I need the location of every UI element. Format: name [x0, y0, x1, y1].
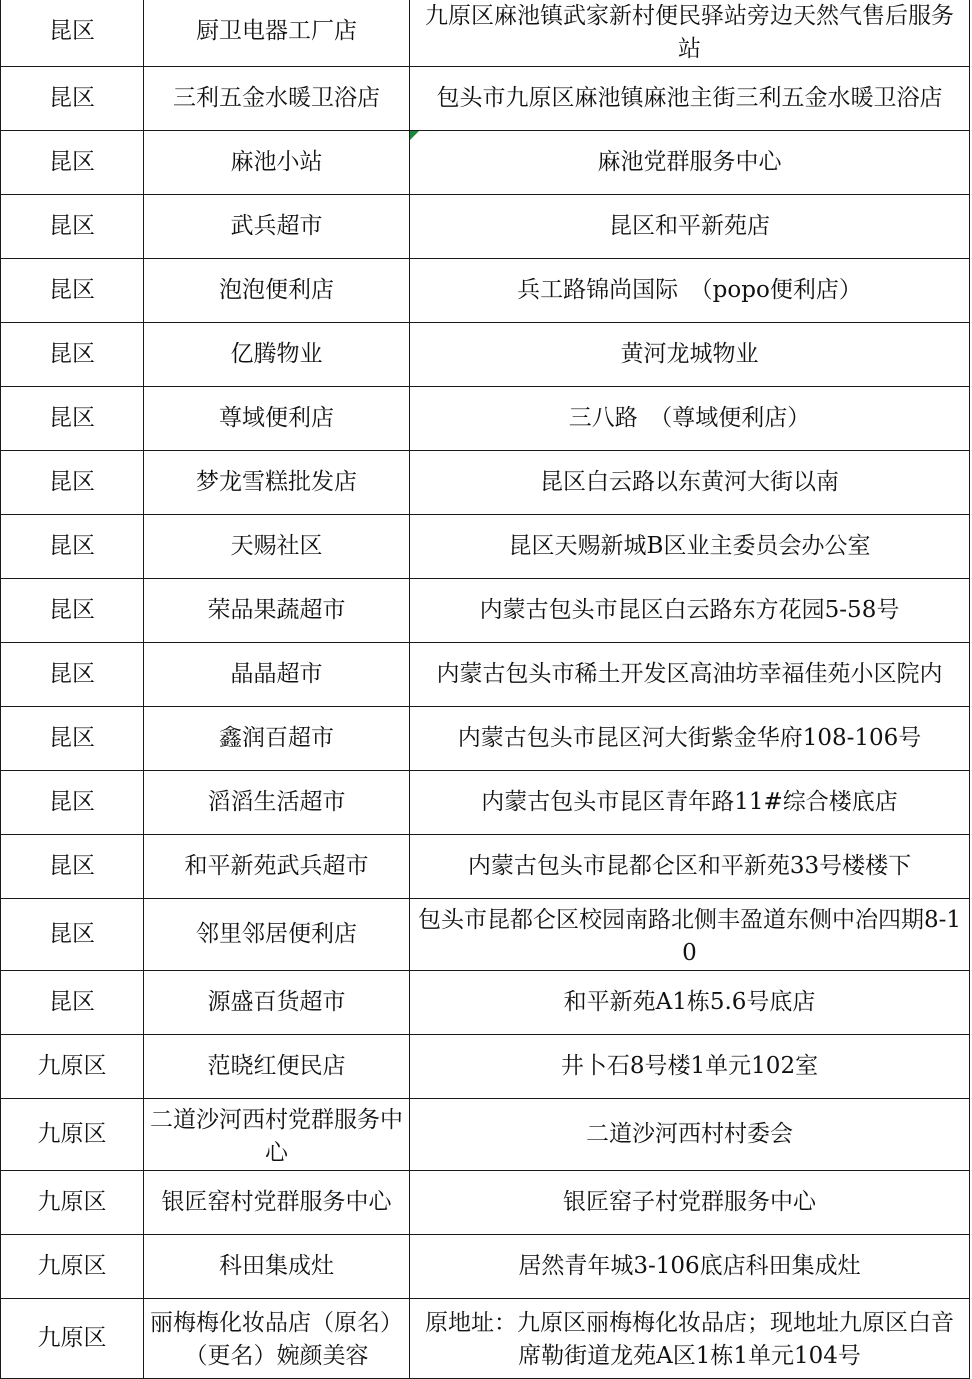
store-cell[interactable]	[144, 643, 410, 707]
address-text: 和平新苑A1栋5.6号底店	[563, 989, 816, 1015]
table-row	[1, 643, 970, 707]
district-text: 昆区	[49, 789, 95, 815]
store-cell[interactable]	[144, 579, 410, 643]
district-cell[interactable]	[1, 899, 144, 971]
store-cell[interactable]	[144, 1171, 410, 1235]
store-cell[interactable]	[144, 1099, 410, 1171]
district-text: 昆区	[49, 989, 95, 1015]
address-cell[interactable]	[410, 899, 970, 971]
address-cell[interactable]	[410, 451, 970, 515]
table-row	[1, 195, 970, 259]
district-cell[interactable]	[1, 1235, 144, 1299]
address-text: 居然青年城3-106底店科田集成灶	[518, 1253, 861, 1279]
district-cell[interactable]	[1, 451, 144, 515]
district-text: 昆区	[49, 149, 95, 175]
district-text: 昆区	[49, 405, 95, 431]
store-cell[interactable]	[144, 1299, 410, 1379]
district-cell[interactable]	[1, 1299, 144, 1379]
district-cell[interactable]	[1, 1171, 144, 1235]
address-cell[interactable]	[410, 835, 970, 899]
address-text: 二道沙河西村村委会	[586, 1121, 793, 1147]
district-cell[interactable]	[1, 971, 144, 1035]
store-cell[interactable]	[144, 67, 410, 131]
address-text: 内蒙古包头市稀土开发区高油坊幸福佳苑小区院内	[436, 661, 943, 687]
table-row	[1, 771, 970, 835]
address-text: 昆区白云路以东黄河大街以南	[540, 469, 839, 495]
store-cell[interactable]	[144, 387, 410, 451]
district-text: 九原区	[37, 1121, 107, 1147]
table-row	[1, 451, 970, 515]
district-cell[interactable]	[1, 323, 144, 387]
store-cell[interactable]	[144, 131, 410, 195]
table-row	[1, 1235, 970, 1299]
table-row	[1, 1171, 970, 1235]
district-text: 昆区	[49, 853, 95, 879]
address-cell[interactable]	[410, 0, 970, 67]
store-cell[interactable]	[144, 835, 410, 899]
store-text: 泡泡便利店	[219, 277, 334, 303]
store-text: 银匠窑村党群服务中心	[161, 1189, 392, 1215]
district-cell[interactable]	[1, 1035, 144, 1099]
address-text: 九原区麻池镇武家新村便民驿站旁边天然气售后服务站	[425, 3, 954, 62]
store-cell[interactable]	[144, 0, 410, 67]
address-cell[interactable]	[410, 1099, 970, 1171]
store-cell[interactable]	[144, 195, 410, 259]
address-text: 内蒙古包头市昆区白云路东方花园5-58号	[479, 597, 900, 623]
district-text: 昆区	[49, 213, 95, 239]
address-text: 兵工路锦尚国际 （popo便利店）	[517, 277, 862, 303]
table-row	[1, 323, 970, 387]
district-cell[interactable]	[1, 1099, 144, 1171]
store-text: 尊域便利店	[219, 405, 334, 431]
address-text: 包头市九原区麻池镇麻池主街三利五金水暖卫浴店	[436, 85, 943, 111]
address-text: 包头市昆都仑区校园南路北侧丰盈道东侧中冶四期8-10	[417, 907, 962, 966]
district-cell[interactable]	[1, 195, 144, 259]
district-cell[interactable]	[1, 771, 144, 835]
cell-marker-icon	[410, 131, 419, 140]
address-text: 银匠窑子村党群服务中心	[563, 1189, 816, 1215]
store-text: 科田集成灶	[219, 1253, 334, 1279]
address-text: 三八路 （尊域便利店）	[568, 405, 811, 431]
district-text: 九原区	[37, 1325, 107, 1351]
table-row	[1, 131, 970, 195]
store-text: 鑫润百超市	[219, 725, 334, 751]
store-text: 源盛百货超市	[207, 989, 346, 1015]
district-cell[interactable]	[1, 707, 144, 771]
store-text: 麻池小站	[230, 149, 323, 175]
address-text: 黄河龙城物业	[620, 341, 759, 367]
district-text: 昆区	[49, 921, 95, 947]
address-text: 原地址：九原区丽梅梅化妆品店；现地址九原区白音席勒街道龙苑A区1栋1单元104号	[425, 1310, 954, 1369]
district-cell[interactable]	[1, 387, 144, 451]
address-cell[interactable]	[410, 387, 970, 451]
store-cell[interactable]	[144, 971, 410, 1035]
table-row	[1, 1035, 970, 1099]
table-row	[1, 707, 970, 771]
district-cell[interactable]	[1, 0, 144, 67]
address-cell[interactable]	[410, 131, 970, 195]
address-cell[interactable]	[410, 579, 970, 643]
district-cell[interactable]	[1, 67, 144, 131]
store-cell[interactable]	[144, 899, 410, 971]
table-row	[1, 971, 970, 1035]
store-cell[interactable]	[144, 259, 410, 323]
address-text: 昆区和平新苑店	[609, 213, 770, 239]
table-row	[1, 1099, 970, 1171]
table-row	[1, 835, 970, 899]
store-text: 丽梅梅化妆品店（原名）（更名）婉颜美容	[150, 1310, 403, 1369]
district-text: 九原区	[37, 1053, 107, 1079]
address-cell[interactable]	[410, 1299, 970, 1379]
district-cell[interactable]	[1, 579, 144, 643]
address-cell[interactable]	[410, 771, 970, 835]
store-text: 和平新苑武兵超市	[184, 853, 369, 879]
district-text: 昆区	[49, 277, 95, 303]
store-cell[interactable]	[144, 323, 410, 387]
district-cell[interactable]	[1, 643, 144, 707]
address-text: 内蒙古包头市昆区青年路11#综合楼底店	[481, 789, 898, 815]
address-text: 内蒙古包头市昆区河大街紫金华府108-106号	[457, 725, 922, 751]
store-cell[interactable]	[144, 1235, 410, 1299]
store-text: 二道沙河西村党群服务中心	[150, 1107, 403, 1166]
address-cell[interactable]	[410, 1235, 970, 1299]
district-text: 昆区	[49, 341, 95, 367]
district-cell[interactable]	[1, 835, 144, 899]
address-cell[interactable]	[410, 1171, 970, 1235]
address-cell[interactable]	[410, 515, 970, 579]
district-text: 昆区	[49, 661, 95, 687]
address-text: 内蒙古包头市昆都仑区和平新苑33号楼楼下	[467, 853, 912, 879]
district-text: 昆区	[49, 85, 95, 111]
address-text: 井卜石8号楼1单元102室	[560, 1053, 819, 1079]
district-text: 昆区	[49, 469, 95, 495]
address-cell[interactable]	[410, 323, 970, 387]
district-cell[interactable]	[1, 515, 144, 579]
table-row	[1, 1299, 970, 1379]
store-cell[interactable]	[144, 451, 410, 515]
table-row	[1, 515, 970, 579]
address-cell[interactable]	[410, 195, 970, 259]
table-row	[1, 0, 970, 67]
address-cell[interactable]	[410, 259, 970, 323]
address-cell[interactable]	[410, 1035, 970, 1099]
store-text: 梦龙雪糕批发店	[196, 469, 357, 495]
store-text: 晶晶超市	[230, 661, 323, 687]
address-text: 麻池党群服务中心	[597, 149, 782, 175]
store-text: 滔滔生活超市	[207, 789, 346, 815]
store-text: 厨卫电器工厂店	[196, 18, 357, 44]
district-text: 昆区	[49, 533, 95, 559]
store-text: 亿腾物业	[230, 341, 323, 367]
district-cell[interactable]	[1, 131, 144, 195]
store-text: 天赐社区	[230, 533, 323, 559]
store-text: 邻里邻居便利店	[196, 921, 357, 947]
table-row	[1, 899, 970, 971]
address-cell[interactable]	[410, 707, 970, 771]
store-cell[interactable]	[144, 515, 410, 579]
table-row	[1, 259, 970, 323]
district-cell[interactable]	[1, 259, 144, 323]
address-cell[interactable]	[410, 643, 970, 707]
store-cell[interactable]	[144, 771, 410, 835]
store-cell[interactable]	[144, 1035, 410, 1099]
address-cell[interactable]	[410, 971, 970, 1035]
district-text: 昆区	[49, 597, 95, 623]
district-text: 九原区	[37, 1189, 107, 1215]
district-text: 昆区	[49, 18, 95, 44]
store-text: 荣品果蔬超市	[207, 597, 346, 623]
address-cell[interactable]	[410, 67, 970, 131]
district-text: 九原区	[37, 1253, 107, 1279]
district-text: 昆区	[49, 725, 95, 751]
table-row	[1, 67, 970, 131]
table-row	[1, 387, 970, 451]
store-text: 三利五金水暖卫浴店	[173, 85, 380, 111]
store-text: 武兵超市	[230, 213, 323, 239]
store-text: 范晓红便民店	[207, 1053, 346, 1079]
table-row	[1, 579, 970, 643]
address-text: 昆区天赐新城B区业主委员会办公室	[508, 533, 871, 559]
store-cell[interactable]	[144, 707, 410, 771]
